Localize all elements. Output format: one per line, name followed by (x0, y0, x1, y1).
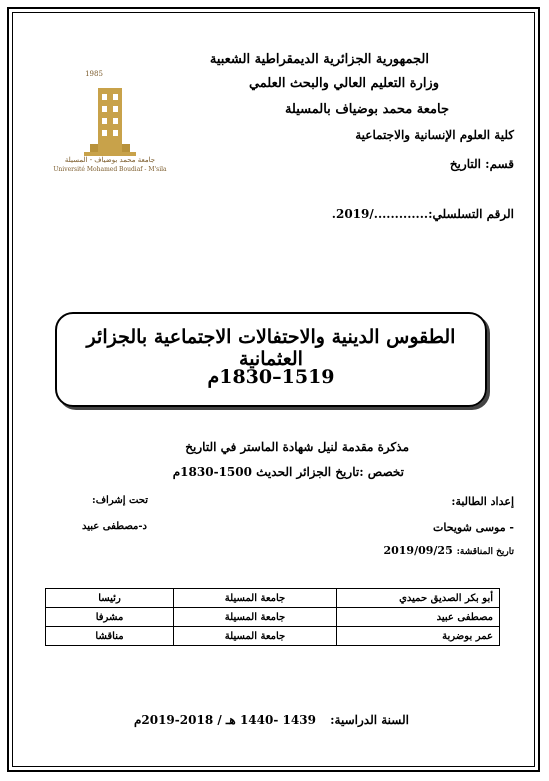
member-university: جامعة المسيلة (174, 608, 337, 627)
academic-year-label: السنة الدراسية: (330, 713, 409, 727)
discussion-date-label: تاريخ المناقشة: (456, 547, 514, 557)
member-name: مصطفى عبيد (337, 608, 500, 627)
thesis-purpose: مذكرة مقدمة لنيل شهادة الماستر في التاريخ (185, 440, 409, 454)
academic-year-value: 1439 -1440 هـ / 2018-2019م (133, 713, 316, 727)
committee-table (45, 588, 500, 646)
faculty-name: كلية العلوم الإنسانية والاجتماعية (355, 128, 514, 142)
member-name: أبو بكر الصديق حميدي (337, 589, 500, 608)
member-name: عمر بوضربة (337, 627, 500, 646)
table-row (46, 589, 500, 608)
supervisor-name: د-مصطفى عبيد (82, 521, 147, 532)
serial-number: الرقم التسلسلي:............./2019. (331, 207, 514, 221)
member-role: رئيسا (46, 589, 174, 608)
member-role: مشرفا (46, 608, 174, 627)
prepared-label: إعداد الطالبة: (451, 495, 514, 508)
department-name: قسم: التاريخ (449, 157, 514, 171)
member-role: مناقشا (46, 627, 174, 646)
logo-text-arabic: جامعة محمد بوضياف - المسيلة (64, 156, 156, 164)
student-name: - موسى شويحات (433, 521, 514, 534)
discussion-date: 2019/09/25 (383, 544, 453, 557)
logo-text-french: Université Mohamed Boudiaf - M'sila (53, 166, 167, 173)
logo-year: 1985 (85, 70, 103, 78)
table-row (46, 627, 500, 646)
discussion-date-row (383, 544, 514, 557)
member-university: جامعة المسيلة (174, 627, 337, 646)
table-row (46, 608, 500, 627)
republic-name: الجمهورية الجزائرية الديمقراطية الشعبية (209, 52, 429, 67)
thesis-title-box (55, 312, 487, 407)
member-university: جامعة المسيلة (174, 589, 337, 608)
ministry-name: وزارة التعليم العالي والبحث العلمي (248, 76, 439, 91)
thesis-specialty: تخصص :تاريخ الجزائر الحديث 1500-1830م (172, 465, 404, 479)
academic-year (134, 713, 409, 727)
supervision-label: تحت إشراف: (92, 495, 149, 506)
thesis-title: الطقوس الدينية والاحتفالات الاجتماعية بالجزائر العثمانية (86, 326, 456, 370)
university-name: جامعة محمد بوضياف بالمسيلة (284, 102, 449, 117)
thesis-period: 1519–1830م (207, 366, 335, 388)
